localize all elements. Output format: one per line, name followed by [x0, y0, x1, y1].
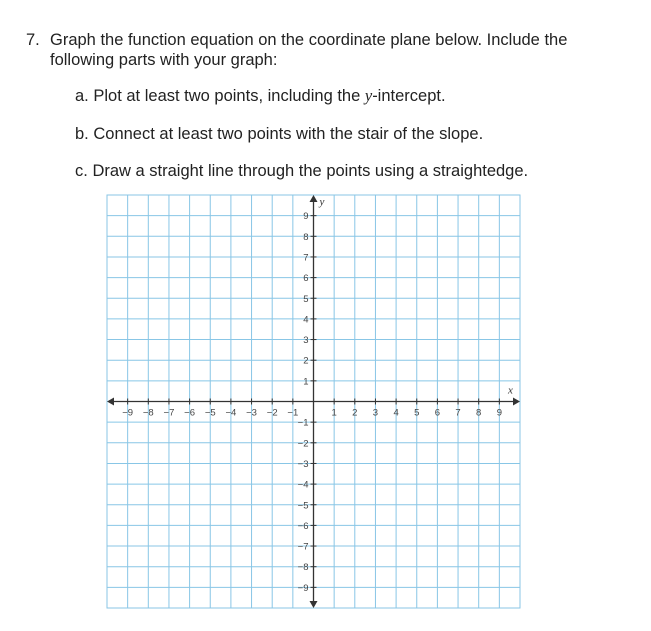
part-b-label: b. [75, 125, 89, 143]
question-text-line-2: following parts with your graph: [50, 51, 278, 69]
y-tick-label: 2 [303, 355, 309, 367]
x-tick-label: 8 [476, 407, 482, 419]
y-tick-label: −7 [297, 541, 309, 553]
y-tick-label: −2 [297, 438, 309, 450]
y-axis-bottom-arrow-icon [310, 601, 318, 608]
x-tick-label: 1 [331, 407, 337, 419]
x-tick-label: −2 [266, 407, 278, 419]
y-tick-label: 5 [303, 293, 309, 305]
y-tick-label: −6 [297, 520, 309, 532]
question-number: 7. [26, 31, 40, 49]
y-axis-label: y [319, 196, 325, 208]
x-tick-label: 9 [496, 407, 502, 419]
x-tick-label: −9 [122, 407, 134, 419]
part-c-label: c. [75, 162, 88, 180]
y-tick-label: 7 [303, 252, 309, 264]
x-axis-label: x [508, 384, 513, 397]
x-tick-label: −4 [225, 407, 237, 419]
y-tick-label: −8 [297, 562, 309, 574]
x-tick-label: −1 [287, 407, 299, 419]
y-tick-label: 9 [303, 211, 309, 223]
x-tick-label: 5 [414, 407, 420, 419]
x-tick-label: −8 [142, 407, 154, 419]
part-a-label: a. [75, 87, 89, 105]
x-tick-label: 7 [455, 407, 461, 419]
part-a-text-after: -intercept. [372, 87, 446, 105]
x-axis-left-arrow-icon [107, 398, 114, 406]
x-tick-label: 2 [352, 407, 358, 419]
y-tick-label: −5 [297, 500, 309, 512]
y-tick-label: 3 [303, 335, 309, 347]
y-tick-label: 4 [303, 314, 309, 326]
y-tick-label: 8 [303, 231, 309, 243]
x-axis-right-arrow-icon [513, 398, 520, 406]
x-tick-label: −5 [204, 407, 216, 419]
part-b-text: Connect at least two points with the stair of the slope. [93, 125, 484, 143]
x-tick-label: 4 [393, 407, 399, 419]
part-c-text: Draw a straight line through the points using a straightedge. [92, 162, 529, 180]
x-tick-label: 6 [434, 407, 441, 419]
y-axis-top-arrow-icon [310, 195, 318, 202]
y-tick-label: 1 [303, 376, 309, 388]
y-tick-label: −4 [297, 479, 309, 491]
part-a-text-before: Plot at least two points, including the [93, 87, 365, 105]
part-a-variable: y [364, 86, 373, 105]
y-tick-label: −9 [297, 582, 309, 594]
x-tick-label: 3 [372, 407, 379, 419]
question-text-line-1: Graph the function equation on the coordinate plane below. Include the [50, 31, 568, 49]
y-tick-label: −3 [297, 458, 309, 470]
x-tick-label: −7 [163, 407, 175, 419]
x-tick-label: −6 [184, 407, 196, 419]
tick-labels [122, 211, 502, 594]
x-tick-label: −3 [246, 407, 257, 419]
y-tick-label: −1 [297, 417, 309, 429]
y-tick-label: 6 [303, 273, 309, 285]
